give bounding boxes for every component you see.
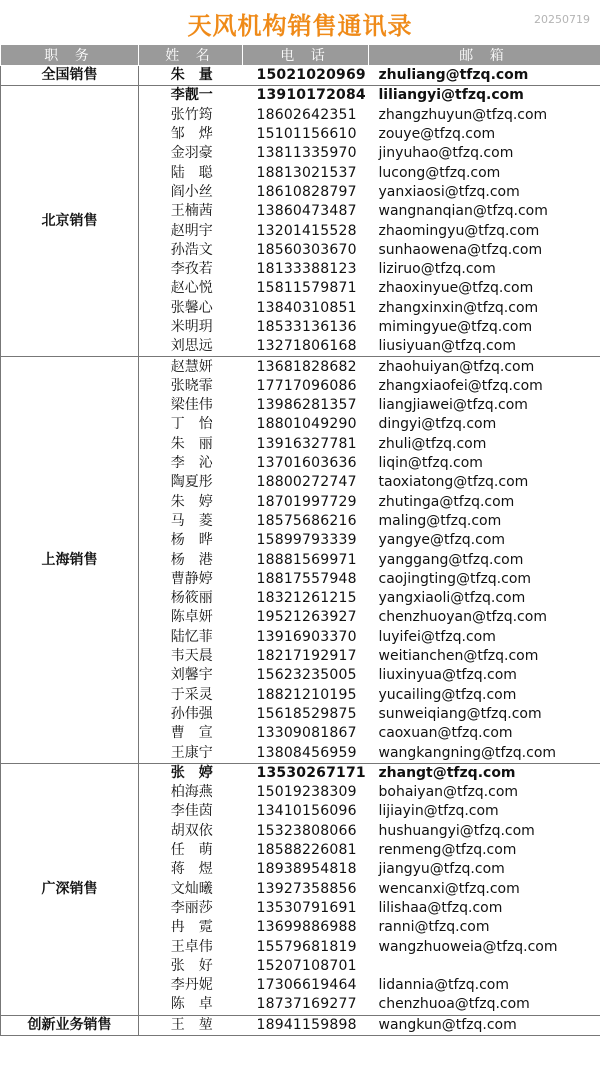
name-cell: 李 沁 bbox=[170, 455, 213, 472]
name-cell: 杨筱丽 bbox=[170, 590, 213, 607]
email-cell[interactable]: zhuli@tfzq.com bbox=[369, 435, 600, 454]
phone-cell[interactable]: 13808456959 bbox=[243, 743, 369, 763]
phone-cell[interactable]: 17306619464 bbox=[256, 977, 357, 994]
phone-cell[interactable]: 18737169277 bbox=[243, 995, 369, 1015]
name-cell: 陈卓妍 bbox=[170, 609, 213, 626]
email-cell[interactable]: zhaoxinyue@tfzq.com bbox=[369, 279, 600, 298]
name-cell: 李丹妮 bbox=[170, 977, 213, 994]
name-cell: 张竹筠 bbox=[170, 106, 213, 123]
name-cell: 任 萌 bbox=[170, 842, 213, 859]
name-cell: 刘馨宇 bbox=[170, 667, 213, 684]
phone-cell[interactable]: 18821210195 bbox=[256, 686, 357, 703]
phone-cell[interactable]: 13530791691 bbox=[256, 899, 357, 916]
phone-cell[interactable]: 18938954818 bbox=[256, 861, 357, 878]
email-cell[interactable]: yanggang@tfzq.com bbox=[369, 550, 600, 569]
name-cell: 陆忆菲 bbox=[170, 628, 213, 645]
phone-cell[interactable]: 15579681819 bbox=[256, 938, 357, 955]
phone-cell[interactable]: 18588226081 bbox=[256, 842, 357, 859]
phone-cell[interactable]: 15101156610 bbox=[256, 126, 357, 143]
name-cell: 邹 烨 bbox=[170, 126, 213, 143]
email-cell[interactable]: dingyi@tfzq.com bbox=[369, 415, 600, 434]
email-cell[interactable]: zhuliang@tfzq.com bbox=[369, 66, 600, 86]
phone-cell[interactable]: 18133388123 bbox=[256, 261, 357, 278]
email-cell[interactable]: chenzhuoa@tfzq.com bbox=[369, 995, 600, 1015]
name-cell: 马 菱 bbox=[170, 512, 213, 529]
phone-cell[interactable]: 13916903370 bbox=[256, 628, 357, 645]
name-cell: 陈 卓 bbox=[139, 995, 243, 1015]
email-cell[interactable]: lijiayin@tfzq.com bbox=[369, 802, 600, 821]
name-cell: 米明玥 bbox=[170, 319, 213, 335]
phone-cell[interactable]: 15019238309 bbox=[256, 784, 357, 801]
name-cell: 韦天晨 bbox=[170, 648, 213, 665]
email-cell[interactable]: hushuangyi@tfzq.com bbox=[369, 822, 600, 841]
table-row bbox=[1, 357, 600, 377]
phone-cell[interactable]: 17717096086 bbox=[256, 377, 357, 394]
phone-cell[interactable]: 19521263927 bbox=[256, 609, 357, 626]
email-cell[interactable]: zhutinga@tfzq.com bbox=[369, 493, 600, 512]
email-cell[interactable]: wangkangning@tfzq.com bbox=[369, 743, 600, 763]
name-cell: 王康宁 bbox=[139, 743, 243, 763]
phone-cell[interactable]: 18533136136 bbox=[256, 319, 357, 335]
phone-cell[interactable]: 15207108701 bbox=[256, 957, 357, 974]
name-cell: 朱 丽 bbox=[170, 435, 213, 452]
phone-cell[interactable]: 18701997729 bbox=[256, 493, 357, 510]
email-cell[interactable]: wangzhuoweia@tfzq.com bbox=[369, 937, 600, 956]
email-cell[interactable]: yangye@tfzq.com bbox=[369, 531, 600, 550]
email-cell[interactable]: maling@tfzq.com bbox=[369, 512, 600, 531]
name-cell: 李靓一 bbox=[139, 86, 243, 106]
name-cell: 张 婷 bbox=[139, 763, 243, 783]
email-cell[interactable]: luyifei@tfzq.com bbox=[369, 628, 600, 647]
name-cell: 丁 怡 bbox=[170, 416, 213, 433]
name-cell: 柏海燕 bbox=[170, 784, 213, 801]
name-cell: 陆 聪 bbox=[170, 164, 213, 181]
name-cell: 曹 宣 bbox=[170, 725, 213, 742]
contact-table bbox=[0, 44, 600, 1036]
phone-cell[interactable]: 13986281357 bbox=[256, 397, 357, 414]
phone-cell[interactable]: 13681828682 bbox=[243, 357, 369, 377]
phone-cell[interactable]: 18813021537 bbox=[256, 164, 357, 181]
page-title: 天风机构销售通讯录 bbox=[187, 12, 413, 40]
dept-cell: 全国销售 bbox=[1, 66, 139, 86]
name-cell: 张晓霏 bbox=[170, 377, 213, 394]
name-cell: 阎小丝 bbox=[170, 183, 213, 200]
name-cell: 孙伟强 bbox=[170, 705, 213, 722]
name-cell: 王 堃 bbox=[139, 1015, 243, 1035]
name-cell: 冉 霓 bbox=[170, 919, 213, 936]
email-cell[interactable]: caojingting@tfzq.com bbox=[369, 570, 600, 589]
name-cell: 陶夏彤 bbox=[170, 474, 213, 491]
email-cell[interactable]: chenzhuoyan@tfzq.com bbox=[369, 608, 600, 627]
email-cell[interactable]: jinyuhao@tfzq.com bbox=[369, 144, 600, 163]
phone-cell[interactable]: 13410156096 bbox=[256, 803, 357, 820]
phone-cell[interactable]: 15021020969 bbox=[243, 66, 369, 86]
dept-cell: 北京销售 bbox=[1, 86, 139, 357]
email-cell[interactable]: zhaohuiyan@tfzq.com bbox=[369, 357, 600, 377]
dept-cell: 上海销售 bbox=[1, 357, 139, 763]
email-cell[interactable]: mimingyue@tfzq.com bbox=[369, 318, 600, 337]
email-cell[interactable]: yangxiaoli@tfzq.com bbox=[369, 589, 600, 608]
phone-cell[interactable]: 18800272747 bbox=[256, 474, 357, 491]
name-cell: 王卓伟 bbox=[170, 938, 213, 955]
name-cell: 刘思远 bbox=[139, 337, 243, 357]
email-cell[interactable]: lilishaa@tfzq.com bbox=[369, 899, 600, 918]
email-cell[interactable]: zhangzhuyun@tfzq.com bbox=[369, 106, 600, 125]
name-cell: 金羽豪 bbox=[170, 145, 213, 162]
table-row bbox=[1, 763, 600, 783]
phone-cell[interactable]: 13927358856 bbox=[256, 880, 357, 897]
table-header-row bbox=[1, 45, 600, 66]
phone-cell[interactable]: 13860473487 bbox=[256, 203, 357, 220]
date-stamp: 20250719 bbox=[534, 13, 590, 26]
email-cell[interactable]: yucailing@tfzq.com bbox=[369, 686, 600, 705]
email-cell[interactable]: sunhaowena@tfzq.com bbox=[369, 241, 600, 260]
email-cell[interactable]: zouye@tfzq.com bbox=[369, 125, 600, 144]
email-cell[interactable]: wangkun@tfzq.com bbox=[369, 1015, 600, 1035]
phone-cell[interactable]: 18817557948 bbox=[256, 570, 357, 587]
name-cell: 李孜若 bbox=[170, 261, 213, 278]
email-cell[interactable]: jiangyu@tfzq.com bbox=[369, 860, 600, 879]
phone-cell[interactable]: 18801049290 bbox=[256, 416, 357, 433]
phone-cell[interactable]: 13910172084 bbox=[243, 86, 369, 106]
header bbox=[0, 0, 600, 44]
name-cell: 赵明宇 bbox=[170, 222, 213, 239]
phone-cell[interactable]: 15899793339 bbox=[256, 532, 357, 549]
name-cell: 李丽莎 bbox=[170, 899, 213, 916]
phone-cell[interactable]: 13701603636 bbox=[256, 455, 357, 472]
header-phone: 电 话 bbox=[243, 45, 369, 66]
phone-cell[interactable]: 18575686216 bbox=[256, 512, 357, 529]
email-cell[interactable]: renmeng@tfzq.com bbox=[369, 841, 600, 860]
name-cell: 孙浩文 bbox=[170, 241, 213, 258]
email-cell[interactable]: wencanxi@tfzq.com bbox=[369, 879, 600, 898]
name-cell: 梁佳伟 bbox=[170, 397, 213, 414]
email-cell[interactable]: bohaiyan@tfzq.com bbox=[369, 783, 600, 802]
header-email: 邮 箱 bbox=[369, 45, 600, 66]
phone-cell[interactable]: 15618529875 bbox=[256, 705, 357, 722]
email-cell[interactable]: zhangt@tfzq.com bbox=[369, 763, 600, 783]
email-cell[interactable]: taoxiatong@tfzq.com bbox=[369, 473, 600, 492]
table-row bbox=[1, 86, 600, 106]
email-cell[interactable]: liziruo@tfzq.com bbox=[369, 260, 600, 279]
header-role: 职 务 bbox=[1, 45, 139, 66]
dept-cell: 广深销售 bbox=[1, 763, 139, 1015]
name-cell: 赵心悦 bbox=[170, 280, 213, 297]
table-body bbox=[1, 66, 600, 1036]
phone-cell[interactable]: 18321261215 bbox=[256, 590, 357, 607]
phone-cell[interactable]: 13699886988 bbox=[256, 919, 357, 936]
phone-cell[interactable]: 15323808066 bbox=[256, 822, 357, 839]
phone-cell[interactable]: 13840310851 bbox=[256, 299, 357, 316]
email-cell[interactable]: yanxiaosi@tfzq.com bbox=[369, 183, 600, 202]
name-cell: 杨 晔 bbox=[170, 532, 213, 549]
header-name: 姓 名 bbox=[139, 45, 243, 66]
phone-cell[interactable]: 18941159898 bbox=[243, 1015, 369, 1035]
phone-cell[interactable]: 18560303670 bbox=[256, 241, 357, 258]
email-cell[interactable]: ranni@tfzq.com bbox=[369, 918, 600, 937]
email-cell[interactable]: wangnanqian@tfzq.com bbox=[369, 202, 600, 221]
name-cell: 曹静婷 bbox=[170, 570, 213, 587]
email-cell[interactable]: liqin@tfzq.com bbox=[369, 454, 600, 473]
email-cell[interactable]: liuxinyua@tfzq.com bbox=[369, 666, 600, 685]
dept-cell: 创新业务销售 bbox=[1, 1015, 139, 1035]
name-cell: 李佳茵 bbox=[170, 803, 213, 820]
email-cell[interactable]: weitianchen@tfzq.com bbox=[369, 647, 600, 666]
phone-cell[interactable]: 13811335970 bbox=[256, 145, 357, 162]
phone-cell[interactable]: 18217192917 bbox=[256, 648, 357, 665]
name-cell: 朱 婷 bbox=[170, 493, 213, 510]
name-cell: 赵慧妍 bbox=[139, 357, 243, 377]
phone-cell[interactable]: 13530267171 bbox=[243, 763, 369, 783]
email-cell[interactable]: sunweiqiang@tfzq.com bbox=[369, 705, 600, 724]
email-cell[interactable]: zhangxiaofei@tfzq.com bbox=[369, 377, 600, 396]
phone-cell[interactable]: 15623235005 bbox=[256, 667, 357, 684]
email-cell[interactable]: liangjiawei@tfzq.com bbox=[369, 396, 600, 415]
email-cell[interactable]: liusiyuan@tfzq.com bbox=[369, 337, 600, 357]
name-cell: 张 好 bbox=[170, 957, 213, 974]
name-cell: 于采灵 bbox=[170, 686, 213, 703]
phone-cell[interactable]: 13201415528 bbox=[256, 222, 357, 239]
name-cell: 蒋 煜 bbox=[170, 861, 213, 878]
phone-cell[interactable]: 15811579871 bbox=[256, 280, 357, 297]
name-cell: 文灿曦 bbox=[170, 880, 213, 897]
name-cell: 王楠茜 bbox=[170, 203, 213, 220]
phone-cell[interactable]: 18602642351 bbox=[256, 106, 357, 123]
email-cell[interactable]: lucong@tfzq.com bbox=[369, 163, 600, 182]
name-cell: 张馨心 bbox=[170, 299, 213, 316]
email-cell[interactable] bbox=[369, 957, 600, 976]
name-cell: 胡双依 bbox=[170, 822, 213, 839]
email-cell[interactable]: zhaomingyu@tfzq.com bbox=[369, 221, 600, 240]
email-cell[interactable]: lidannia@tfzq.com bbox=[369, 976, 600, 995]
name-cell: 朱 量 bbox=[139, 66, 243, 86]
phone-cell[interactable]: 13916327781 bbox=[256, 435, 357, 452]
phone-cell[interactable]: 13271806168 bbox=[243, 337, 369, 357]
name-cell: 杨 港 bbox=[170, 551, 213, 568]
phone-cell[interactable]: 13309081867 bbox=[256, 725, 357, 742]
phone-cell[interactable]: 18610828797 bbox=[256, 183, 357, 200]
email-cell[interactable]: caoxuan@tfzq.com bbox=[369, 724, 600, 743]
email-cell[interactable]: zhangxinxin@tfzq.com bbox=[369, 299, 600, 318]
phone-cell[interactable]: 18881569971 bbox=[256, 551, 357, 568]
table-row bbox=[1, 66, 600, 86]
email-cell[interactable]: liliangyi@tfzq.com bbox=[369, 86, 600, 106]
table-row bbox=[1, 1015, 600, 1035]
